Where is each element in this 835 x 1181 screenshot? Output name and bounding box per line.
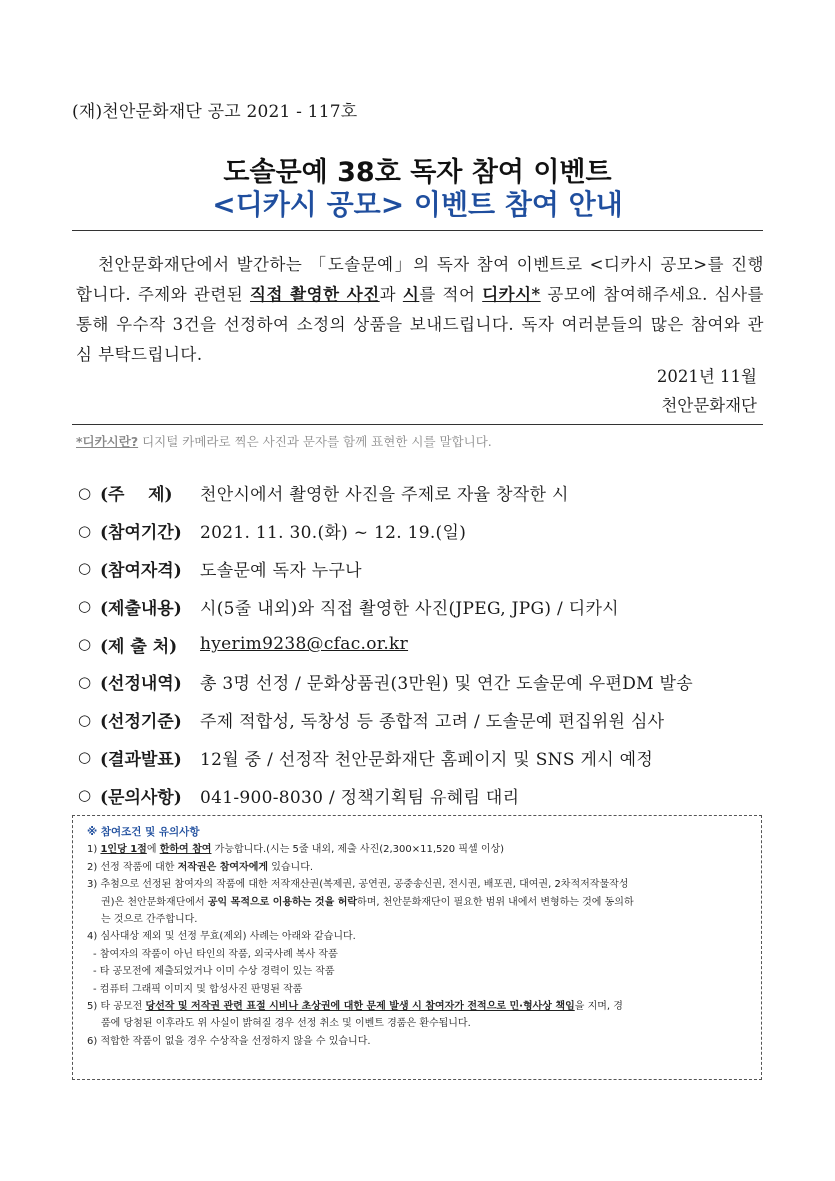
- item-label: (선정기준): [100, 712, 182, 733]
- condition-5: [87, 998, 751, 1015]
- bullet-icon: ○: [78, 748, 92, 767]
- page-subtitle: <디카시 공모> 이벤트 참여 안내: [212, 188, 623, 221]
- details-list: [78, 474, 778, 814]
- condition-3-emph: 공익 목적으로 이용하는 것을 허락: [207, 896, 358, 908]
- condition-4-sub1: - 참여자의 작품이 아닌 타인의 작품, 외국사례 복사 작품: [93, 948, 338, 960]
- condition-3-line1: 3) 추첨으로 선정된 참여자의 작품에 대한 저작재산권(복제권, 공연권, 공중송신권, 전시권, 배포권, 대여권, 2차적저작물작성: [87, 879, 629, 891]
- condition-3-2c: 하며, 천안문화재단이 필요한 범위 내에서 변형하는 것에 동의하: [357, 896, 634, 908]
- item-value: 시(5줄 내외)와 직접 촬영한 사진(JPEG, JPG) / 디카시: [200, 598, 619, 619]
- intro-text-3: 를 적어: [419, 285, 483, 304]
- condition-5-c: 을 지며, 경: [574, 1001, 623, 1013]
- conditions-box: [72, 815, 762, 1080]
- item-value: 천안시에서 촬영한 사진을 주제로 자율 창작한 시: [200, 485, 569, 506]
- list-item-submission: [78, 587, 778, 625]
- condition-3-line3: 는 것으로 간주합니다.: [101, 914, 198, 926]
- item-label: (주 제): [100, 485, 173, 506]
- condition-4-sub2: - 타 공모전에 제출되었거나 이미 수상 경력이 있는 작품: [93, 966, 335, 978]
- condition-3-2a: 권)은 천안문화재단에서: [101, 896, 208, 908]
- bullet-icon: ○: [78, 483, 92, 502]
- announcement-date: 2021년 11월: [656, 367, 757, 386]
- item-label: (제출내용): [100, 598, 182, 619]
- page-title: 도솔문예 38호 독자 참여 이벤트: [223, 157, 612, 188]
- condition-2: [87, 859, 751, 876]
- top-divider: [72, 230, 763, 231]
- item-value: 도솔문예 독자 누구나: [200, 560, 362, 581]
- item-label: (결과발표): [100, 749, 182, 770]
- middle-divider: [72, 424, 763, 425]
- intro-emph-photo: 직접 촬영한 사진: [250, 285, 380, 304]
- bullet-icon: ○: [78, 672, 92, 691]
- list-item-results: [78, 739, 778, 777]
- list-item-inquiry: [78, 776, 778, 814]
- condition-1: [87, 841, 751, 858]
- organization-name: 천안문화재단: [661, 396, 757, 415]
- bullet-icon: ○: [78, 521, 92, 540]
- item-value: 주제 적합성, 독창성 등 종합적 고려 / 도솔문예 편집위원 심사: [200, 712, 665, 733]
- condition-1-emph: 1인당 1점: [100, 844, 147, 856]
- intro-paragraph: [76, 250, 764, 370]
- condition-2-a: 2) 선정 작품에 대한: [87, 861, 178, 873]
- bullet-icon: ○: [78, 786, 92, 805]
- list-item-criteria: [78, 701, 778, 739]
- bullet-icon: ○: [78, 710, 92, 729]
- bullet-icon: ○: [78, 559, 92, 578]
- item-label: (선정내역): [100, 674, 182, 695]
- condition-6: 6) 적합한 작품이 없을 경우 수상작을 선정하지 않을 수 있습니다.: [87, 1035, 371, 1047]
- item-label: (문의사항): [100, 787, 182, 808]
- item-label: (참여자격): [100, 560, 182, 581]
- footnote: [76, 432, 492, 450]
- item-value: 041-900-8030 / 정책기획팀 유혜림 대리: [200, 787, 520, 808]
- condition-1-rest: 가능합니다.(시는 5줄 내외, 제출 사진(2,300×11,520 픽셀 이상): [211, 844, 505, 856]
- intro-emph-dikasi: 디카시*: [482, 285, 541, 304]
- footnote-term: *디카시란?: [76, 434, 139, 449]
- condition-5-emph: 당선작 및 저작권 관련 표절 시비나 초상권에 대한 문제 발생 시 참여자가 전적으로 민·형사상 책임: [145, 1001, 575, 1013]
- item-value: [200, 634, 778, 654]
- condition-1-emph2: 한하여 참여: [159, 844, 212, 856]
- item-value: 12월 중 / 선정작 천안문화재단 홈페이지 및 SNS 게시 예정: [200, 749, 654, 770]
- intro-text-2: 과: [379, 285, 403, 304]
- item-label: (참여기간): [100, 523, 182, 544]
- condition-5-line2: 품에 당첨된 이후라도 위 사실이 밝혀질 경우 선정 취소 및 이벤트 경품은 환수됩니다.: [101, 1018, 471, 1030]
- email-link[interactable]: hyerim9238@cfac.or.kr: [200, 634, 409, 655]
- list-item-email: [78, 625, 778, 663]
- intro-emph-poem: 시: [402, 285, 420, 304]
- notice-number: (재)천안문화재단 공고 2021 - 117호: [72, 102, 358, 122]
- list-item-eligibility: [78, 550, 778, 588]
- condition-4: 4) 심사대상 제외 및 선정 무효(제외) 사례는 아래와 같습니다.: [87, 931, 356, 943]
- conditions-heading: ※ 참여조건 및 유의사항: [87, 826, 200, 838]
- item-value: 총 3명 선정 / 문화상품권(3만원) 및 연간 도솔문예 우편DM 발송: [200, 674, 693, 695]
- condition-2-emph: 저작권은 참여자에게: [177, 861, 269, 873]
- list-item-prizes: [78, 663, 778, 701]
- item-value: 2021. 11. 30.(화) ~ 12. 19.(일): [200, 523, 467, 544]
- intro-text-4: 공모에 참여해주세요. 심사를 통해 우수작 3건을 선정하여 소정의 상품을 보내드립니다. 독자 여러분들의 많은 참여와 관심 부탁드립니다.: [76, 285, 764, 364]
- condition-4-sub3: - 컴퓨터 그래픽 이미지 및 합성사진 판명된 작품: [93, 983, 303, 995]
- footnote-text: 디지털 카메라로 찍은 사진과 문자를 함께 표현한 시를 말합니다.: [138, 434, 492, 449]
- bullet-icon: ○: [78, 635, 92, 654]
- list-item-period: [78, 512, 778, 550]
- condition-1-num: 1): [87, 844, 101, 856]
- item-label: (제 출 처): [100, 636, 178, 657]
- intro-text-1: 천안문화재단에서 발간하는 「도솔문예」의 독자 참여 이벤트로 <디카시 공모>를 진행합니다. 주제와 관련된: [76, 255, 764, 304]
- bullet-icon: ○: [78, 597, 92, 616]
- condition-3-line2: [87, 894, 751, 911]
- condition-1-mid: 에: [146, 844, 160, 856]
- condition-5-a: 5) 타 공모전: [87, 1001, 146, 1013]
- list-item-topic: [78, 474, 778, 512]
- condition-2-c: 있습니다.: [268, 861, 314, 873]
